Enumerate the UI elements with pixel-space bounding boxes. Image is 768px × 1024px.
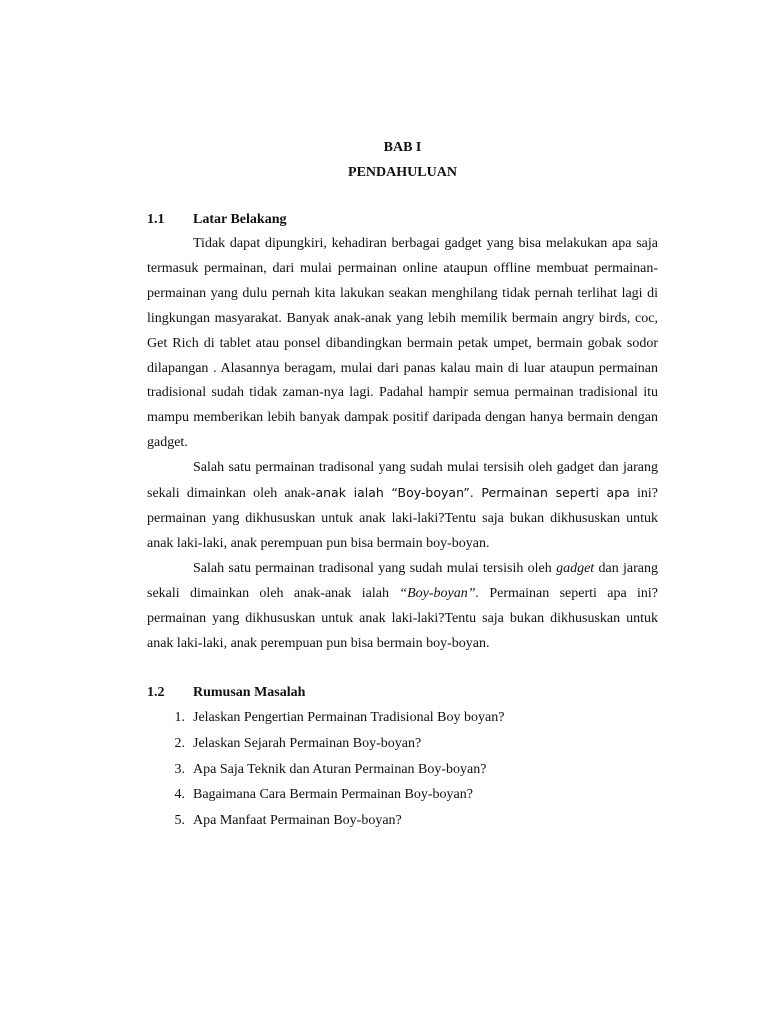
paragraph-2-text-c: ini? permainan yang dikhususkan untuk anak laki-laki?Tentu saja bukan dikhususkan untuk anak laki-laki, anak perempuan pun bisa bermain boy-boyan.: [147, 486, 658, 551]
list-item: [147, 808, 658, 834]
chapter-title: PENDAHULUAN: [348, 165, 457, 180]
paragraph-3: [147, 557, 658, 657]
list-item-number: 5.: [174, 812, 185, 828]
paragraph-2-text-b: anak ialah “Boy-boyan”. Permainan seperti apa: [315, 485, 630, 501]
list-item-text: Apa Manfaat Permainan Boy-boyan?: [193, 812, 402, 828]
section-heading-latar-belakang: [147, 208, 658, 232]
list-item: [147, 757, 658, 783]
paragraph-2-text-a: Salah satu permainan tradisonal yang sudah mulai tersisih oleh gadget dan jarang sekali dimainkan oleh anak-: [147, 460, 658, 502]
problem-list: [147, 705, 658, 833]
chapter-label: BAB I: [383, 140, 422, 155]
paragraph-3-text-a: Salah satu permainan tradisonal yang sudah mulai tersisih oleh: [193, 560, 557, 576]
section-title: Rumusan Masalah: [193, 685, 306, 701]
section-title: Latar Belakang: [193, 212, 287, 227]
list-item-number: 2.: [174, 736, 185, 751]
list-item-text: Jelaskan Pengertian Permainan Tradisional Boy boyan?: [193, 710, 505, 726]
section-number: 1.2: [147, 685, 165, 701]
list-item: [147, 782, 658, 808]
paragraph-3-text-b: dan jarang sekali dimainkan oleh anak-anak ialah: [147, 560, 658, 601]
paragraph-1: Tidak dapat dipungkiri, kehadiran berbagai gadget yang bisa melakukan apa saja termasuk permainan, dari mulai permainan online ataupun offline membuat permainan-permainan yang dulu pernah kita lakukan seakan menghilang tidak pernah terlihat lagi di lingkungan masyarakat. Banyak anak-anak yang lebih memilik bermain angry birds, coc, Get Rich di tablet atau ponsel dibandingkan bermain petak umpet, bermain gobak sodor dilapangan . Alasannya beragam, mulai dari panas kalau main di luar ataupun permainan tradisional sudah tidak zaman-nya lagi. Padahal hampir semua permainan tradisional itu mampu memberikan lebih banyak dampak positif daripada dengan hanya bermain dengan gadget.: [147, 236, 658, 451]
document-page: [147, 136, 658, 833]
section-heading-rumusan-masalah: [147, 681, 658, 705]
paragraph-3-gadget: gadget: [556, 560, 595, 576]
list-item-text: Bagaimana Cara Bermain Permainan Boy-boyan?: [193, 787, 473, 803]
list-item-number: 4.: [174, 787, 185, 803]
list-item: [147, 705, 658, 731]
paragraph-3-text-c: Permainan seperti apa ini? permainan yang dikhususkan untuk anak laki-laki?Tentu saja bukan dikhususkan untuk anak laki-laki, anak perempuan pun bisa bermain boy-boyan.: [147, 585, 658, 651]
list-item-text: Apa Saja Teknik dan Aturan Permainan Boy-boyan?: [193, 761, 487, 777]
paragraph-3-boyboyan: “Boy-boyan”.: [399, 585, 480, 601]
list-item: [147, 731, 658, 757]
section-number: 1.1: [147, 212, 165, 227]
list-item-number: 1.: [174, 710, 185, 726]
list-item-number: 3.: [174, 761, 185, 777]
paragraph-2: [147, 456, 658, 557]
list-item-text: Jelaskan Sejarah Permainan Boy-boyan?: [193, 736, 422, 751]
